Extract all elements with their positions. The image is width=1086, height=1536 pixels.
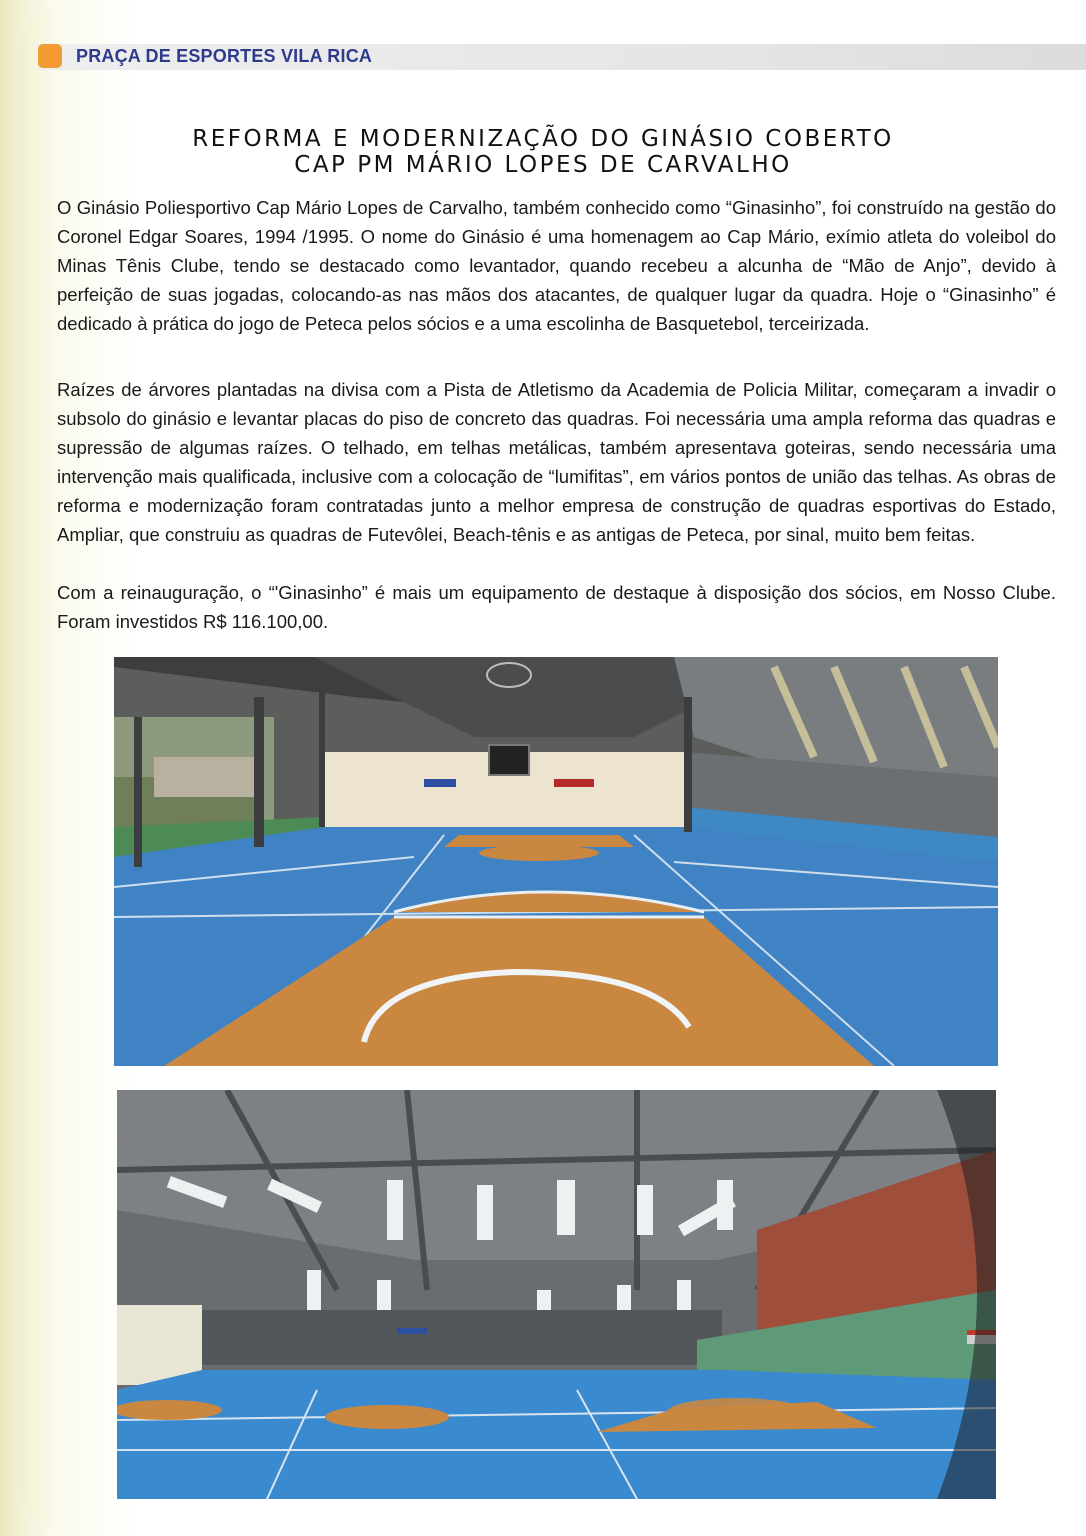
article-paragraph-3: Com a reinauguração, o “'Ginasinho” é mais um equipamento de destaque à disposição dos sócios, em Nosso Clube. Foram investidos R$ 116.100,00.: [57, 582, 1056, 632]
court-roof-photo-illustration: [117, 1090, 996, 1499]
photo-court-roof: [117, 1090, 996, 1499]
section-title: PRAÇA DE ESPORTES VILA RICA: [76, 46, 373, 66]
article-title-line-1: REFORMA E MODERNIZAÇÃO DO GINÁSIO COBERTO: [192, 126, 894, 152]
photo-court-key: [114, 657, 998, 1066]
orange-square-icon: [38, 44, 62, 68]
court-key-photo-illustration: [114, 657, 998, 1066]
article-title-line-2: CAP PM MÁRIO LOPES DE CARVALHO: [294, 152, 792, 178]
article-paragraph-2: Raízes de árvores plantadas na divisa com a Pista de Atletismo da Academia de Policia Militar, começaram a invadir o subsolo do ginásio e levantar placas do piso de concreto das quadras. Foi necessária uma ampla reforma das quadras e supressão de algumas raízes. O telhado, em telhas metálicas, também apresentava goteiras, sendo necessária uma intervenção mais qualificada, inclusive com a colocação de “lumifitas”, em vários pontos de união das telhas. As obras de reforma e modernização foram contratadas junto a melhor empresa de construção de quadras esportivas do Estado, Ampliar, que construiu as quadras de Futevôlei, Beach-tênis e as antigas de Peteca, por sinal, muito bem feitas.: [57, 379, 1056, 545]
article-paragraph-1: O Ginásio Poliesportivo Cap Mário Lopes de Carvalho, também conhecido como “Ginasinho”, foi construído na gestão do Coronel Edgar Soares, 1994 /1995. O nome do Ginásio é uma homenagem ao Cap Mário, exímio atleta do voleibol do Minas Tênis Clube, tendo se destacado como levantador, quando recebeu a alcunha de “Mão de Anjo”, devido à perfeição de suas jogadas, colocando-as nas mãos dos atacantes, de qualquer lugar da quadra. Hoje o “Ginasinho” é dedicado à prática do jogo de Peteca pelos sócios e a uma escolinha de Basquetebol, terceirizada.: [57, 197, 1056, 334]
section-header: [38, 44, 1086, 70]
